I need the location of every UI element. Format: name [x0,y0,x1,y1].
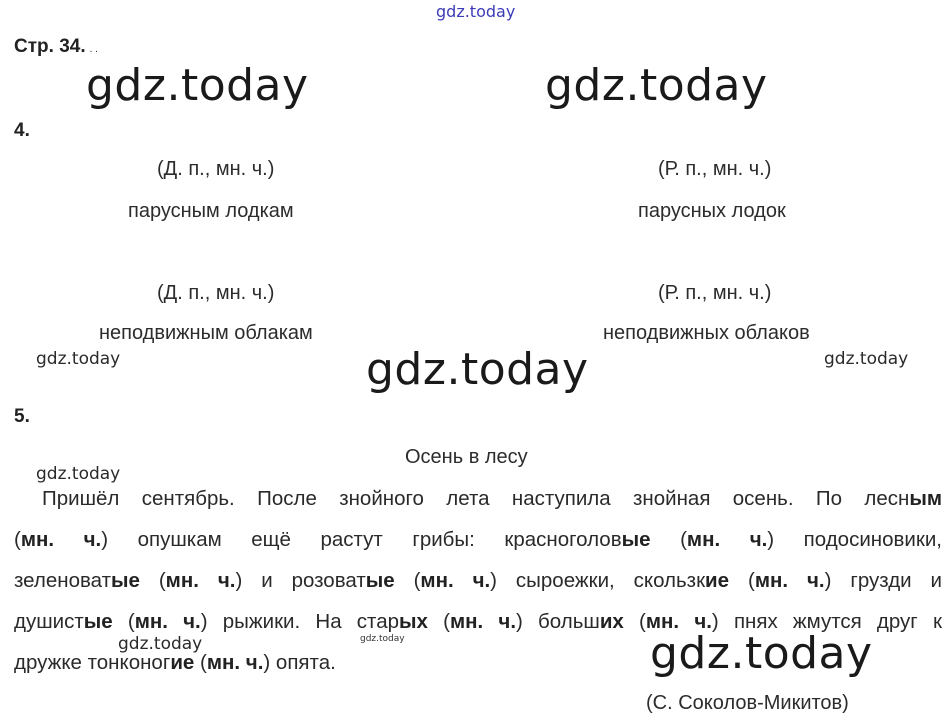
watermark-tiny: gdz.today [360,634,405,644]
watermark-small: gdz.today [36,464,121,484]
watermark-small: gdz.today [118,634,203,654]
case-label: (Д. п., мн. ч.) [157,282,275,304]
text-line: зеленоватые (мн. ч.) и розоватые (мн. ч.) сыроежки, скользкие (мн. ч.) грузди и [14,569,942,592]
watermark-small: gdz.today [36,349,121,369]
text-line: дружке тонконогие (мн. ч.) опята. [14,651,336,674]
case-label: (Р. п., мн. ч.) [658,282,772,304]
page-header [14,36,98,58]
text-line: (мн. ч.) опушкам ещё растут грибы: красноголовые (мн. ч.) подосиновики, [14,528,942,551]
author: (С. Соколов-Микитов) [646,692,849,714]
case-label: (Д. п., мн. ч.) [157,158,275,180]
text-title: Осень в лесу [405,446,528,468]
text-line: Пришёл сентябрь. После знойного лета наступила знойная осень. По лесным [42,487,942,510]
task-number: 5. [14,406,30,427]
phrase: парусным лодкам [128,200,294,222]
watermark-large: gdz.today [545,60,768,111]
watermark-large: gdz.today [366,344,589,395]
case-label: (Р. п., мн. ч.) [658,158,772,180]
task-number: 4. [14,120,30,141]
text-line: душистые (мн. ч.) рыжики. На старых (мн. ч.) больших (мн. ч.) пнях жмутся друг к [14,610,942,633]
phrase: неподвижным облакам [99,322,313,344]
watermark-large: gdz.today [650,628,873,679]
watermark-top: gdz.today [436,2,516,21]
page-header-text: Стр. 34. [14,36,86,57]
phrase: неподвижных облаков [603,322,810,344]
phrase: парусных лодок [638,200,786,222]
watermark-small: gdz.today [824,349,909,369]
page-header-dots: . . [89,44,98,55]
watermark-large: gdz.today [86,60,309,111]
